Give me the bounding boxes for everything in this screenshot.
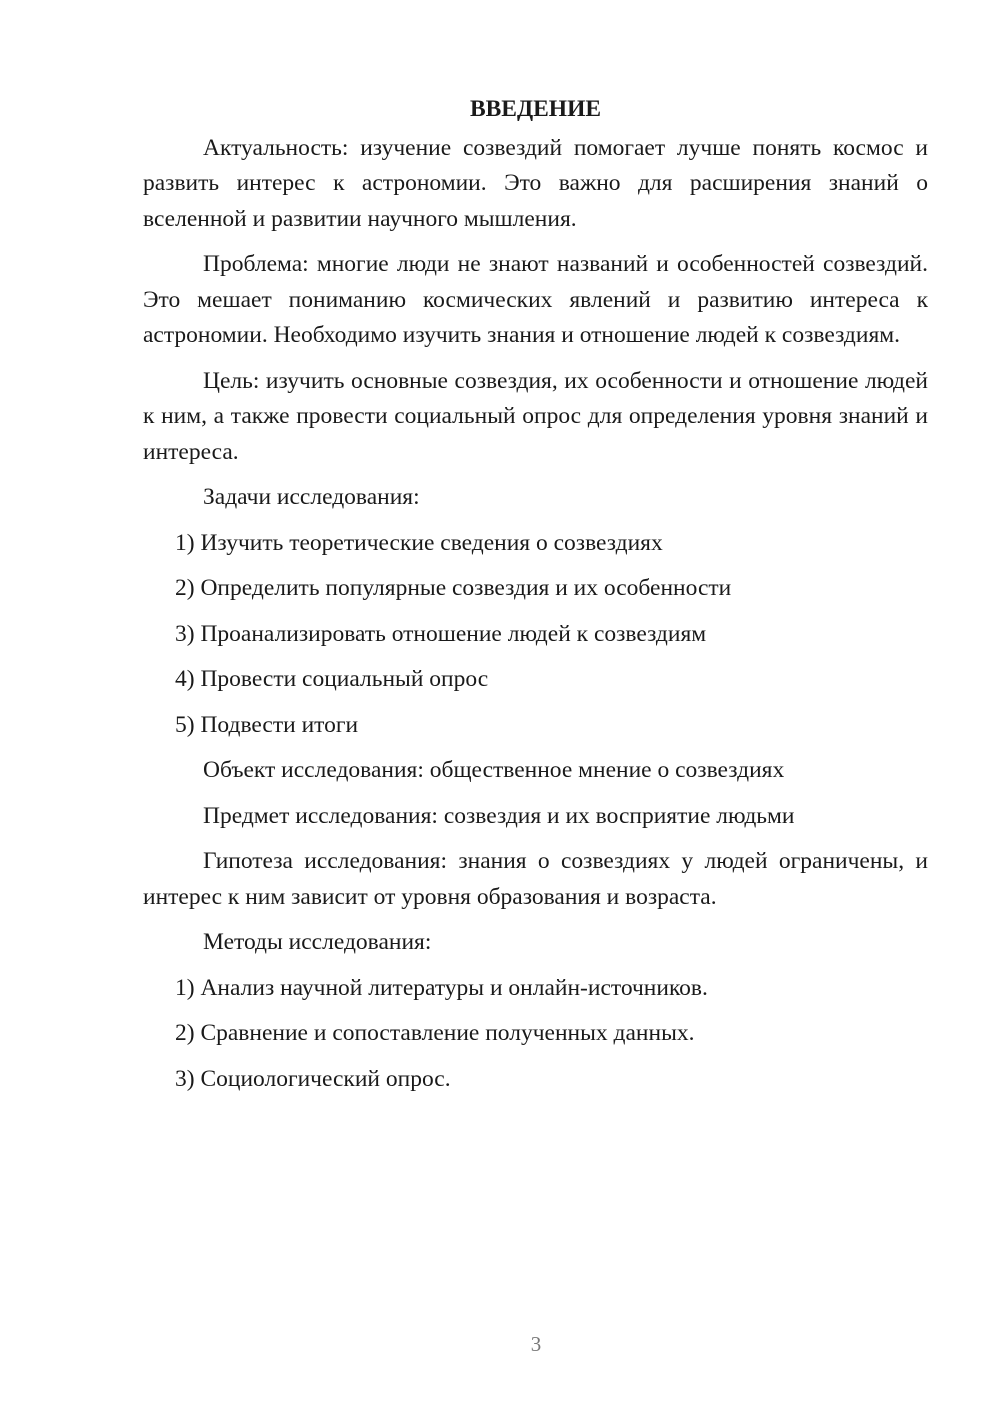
methods-heading: Методы исследования: — [203, 929, 432, 955]
research-subject: Предмет исследования: созвездия и их восприятие людьми — [203, 802, 795, 829]
task-item: 4) Провести социальный опрос — [175, 666, 489, 692]
task-item: 5) Подвести итоги — [175, 711, 359, 738]
task-item: 1) Изучить теоретические сведения о созвездиях — [175, 529, 663, 556]
page-content — [143, 92, 928, 1107]
method-item: 3) Социологический опрос. — [175, 1065, 451, 1092]
page-number: 3 — [530, 1332, 542, 1356]
tasks-heading: Задачи исследования: — [203, 484, 420, 510]
research-object: Объект исследования: общественное мнение о созвездиях — [203, 757, 785, 783]
method-item: 2) Сравнение и сопоставление полученных данных. — [175, 1020, 695, 1046]
method-item: 1) Анализ научной литературы и онлайн-источников. — [175, 974, 708, 1001]
problem-paragraph: Проблема: многие люди не знают названий и особенностей созвездий. Это мешает пониманию космических явлений и развитию интереса к астрономии. Необходимо изучить знания и отношение людей к созвездиям. — [143, 251, 928, 348]
page-title: ВВЕДЕНИЕ — [469, 96, 602, 122]
task-item: 2) Определить популярные созвездия и их особенности — [175, 575, 732, 601]
relevance-paragraph: Актуальность: изучение созвездий помогает лучше понять космос и развить интерес к астрономии. Это важно для расширения знаний о вселенной и развитии научного мышления. — [143, 134, 928, 232]
task-item: 3) Проанализировать отношение людей к созвездиям — [175, 620, 707, 647]
goal-paragraph: Цель: изучить основные созвездия, их особенности и отношение людей к ним, а также провести социальный опрос для определения уровня знаний и интереса. — [143, 367, 928, 465]
hypothesis-paragraph: Гипотеза исследования: знания о созвездиях у людей ограничены, и интерес к ним зависит от уровня образования и возраста. — [143, 848, 928, 910]
